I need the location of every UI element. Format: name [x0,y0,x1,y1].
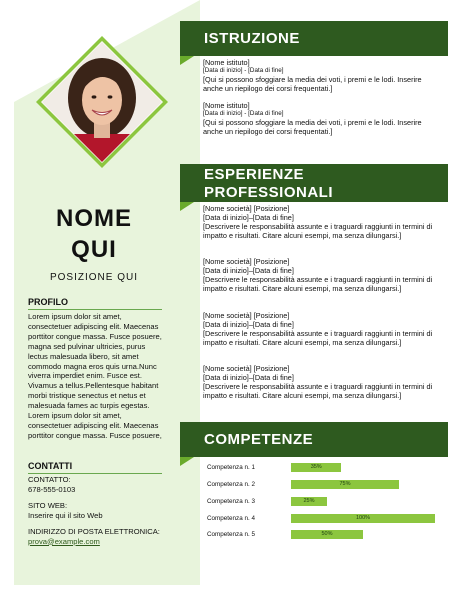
contact-website [28,501,168,520]
experience-title [204,166,333,202]
experience-title-line-2: PROFESSIONALI [204,184,334,201]
email-label: INDIRIZZO DI POSTA ELETTRONICA: [28,527,160,536]
skills-header-notch [180,457,194,466]
email-link[interactable]: prova@example.com [28,536,100,546]
contact-phone [28,475,168,494]
website-value[interactable]: Inserire qui il sito Web [28,510,103,520]
experience-description: [Descrivere le responsabilità assunte e i traguardi raggiunti in termini di impatto e risultati. Citare alcuni esempi, ma senza dilungarsi.] [203,222,433,240]
education-dates: [Data di inizio] - [Data di fine] [203,110,284,117]
skill-bar [291,480,399,489]
name-line-1: NOME [56,205,132,232]
education-title: ISTRUZIONE [204,30,300,47]
skill-percent: 100% [355,515,371,521]
experience-description: [Descrivere le responsabilità assunte e i traguardi raggiunti in termini di impatto e risultati. Citare alcuni esempi, ma senza dilungarsi.] [203,329,433,347]
contacts-divider [28,473,162,474]
skill-row [207,514,447,523]
contacts-heading: CONTATTI [28,461,73,471]
experience-header [180,164,448,202]
contact-email [28,527,168,546]
experience-entry [203,311,443,347]
experience-dates: [Data di inizio]–[Data di fine] [203,373,294,382]
experience-entry [203,257,443,293]
education-header [180,21,448,56]
company-position: [Nome società] [Posizione] [203,204,290,213]
name-line-2: QUI [71,236,117,263]
phone-label: CONTATTO: [28,475,71,484]
portrait-photo [36,36,168,168]
skill-label: Competenza n. 1 [207,464,255,471]
profile-text: Lorem ipsum dolor sit amet, consectetuer adipiscing elit. Maecenas porttitor congue massa. Fusce posuere, magna sed pulvinar ultricies, purus lectus malesuada libero, sit amet commodo magna eros quis urna.Nunc viverra imperdiet enim. Fusce est. Vivamus a tellus.Pellentesque habitant morbi tristique senectus et netus et malesuada fames ac turpis egestas. Lorem ipsum dolor sit amet, consectetuer adipiscing elit. Maecenas porttitor congue massa. Fusce posuere, [28,312,162,440]
phone-value: 678-555-0103 [28,484,76,494]
profile-divider [28,309,162,310]
experience-dates: [Data di inizio]–[Data di fine] [203,320,294,329]
skill-row [207,530,447,539]
experience-description: [Descrivere le responsabilità assunte e i traguardi raggiunti in termini di impatto e risultati. Citare alcuni esempi, ma senza dilungarsi.] [203,275,433,293]
skills-title: COMPETENZE [204,431,314,448]
education-entry [203,58,443,93]
education-entry [203,101,443,136]
skill-row [207,463,447,472]
company-position: [Nome società] [Posizione] [203,364,290,373]
experience-dates: [Data di inizio]–[Data di fine] [203,213,294,222]
education-description: [Qui si possono sfoggiare la media dei voti, i premi e le lodi. Inserire anche un riepilogo dei corsi frequentati.] [203,118,422,136]
skill-percent: 50% [321,531,333,537]
experience-entry [203,364,443,400]
company-position: [Nome società] [Posizione] [203,311,290,320]
person-position: POSIZIONE QUI [49,272,138,283]
website-label: SITO WEB: [28,501,68,510]
skill-percent: 25% [303,498,315,504]
skill-row [207,497,447,506]
skills-header [180,422,448,457]
skill-label: Competenza n. 2 [207,481,255,488]
skill-bar [291,530,363,539]
institute-name: [Nome istituto] [203,58,250,67]
skill-bar [291,497,327,506]
experience-title-line-1: ESPERIENZE [204,166,305,183]
experience-entry [203,204,443,240]
skill-row [207,480,447,489]
skill-label: Competenza n. 4 [207,515,255,522]
company-position: [Nome società] [Posizione] [203,257,290,266]
experience-dates: [Data di inizio]–[Data di fine] [203,266,294,275]
skill-label: Competenza n. 3 [207,498,255,505]
education-dates: [Data di inizio] - [Data di fine] [203,67,284,74]
person-name [14,203,174,265]
education-header-notch [180,56,194,65]
skill-bar [291,463,341,472]
skill-bar [291,514,435,523]
experience-description: [Descrivere le responsabilità assunte e i traguardi raggiunti in termini di impatto e risultati. Citare alcuni esempi, ma senza dilungarsi.] [203,382,433,400]
skill-percent: 35% [310,464,322,470]
institute-name: [Nome istituto] [203,101,250,110]
skill-label: Competenza n. 5 [207,531,255,538]
experience-header-notch [180,202,194,211]
profile-heading: PROFILO [28,297,68,307]
education-description: [Qui si possono sfoggiare la media dei voti, i premi e le lodi. Inserire anche un riepilogo dei corsi frequentati.] [203,75,422,93]
skill-percent: 75% [339,481,351,487]
